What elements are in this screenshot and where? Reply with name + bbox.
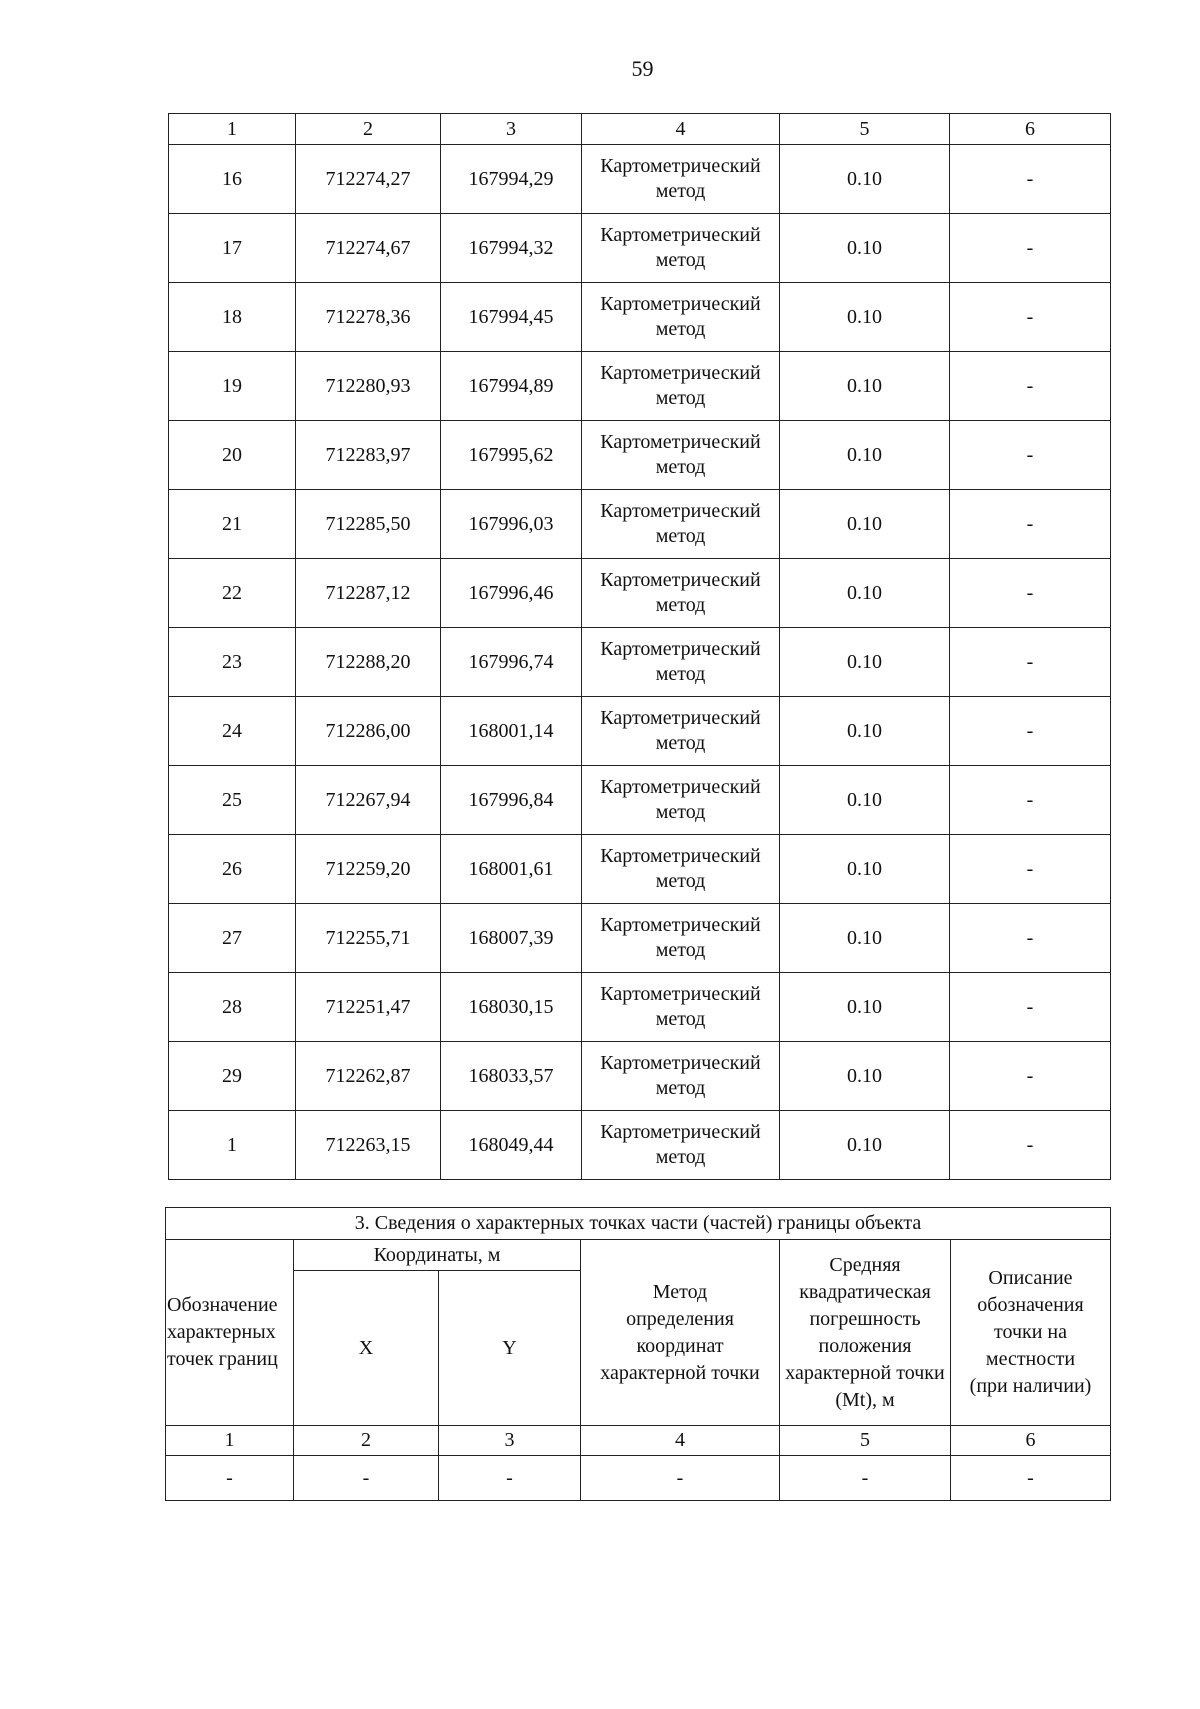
header-cell: 4 xyxy=(582,114,780,145)
table-row xyxy=(169,421,1111,490)
accuracy-header: Средняя квадратическая погрешность положения характерной точки (Mt), м xyxy=(780,1240,951,1426)
column-number: 2 xyxy=(294,1426,439,1456)
method-line: метод xyxy=(655,456,706,478)
table-header-row xyxy=(169,114,1111,145)
method-cell xyxy=(582,904,780,973)
column-numbers-row xyxy=(166,1426,1111,1456)
table-row xyxy=(169,1042,1111,1111)
method-cell xyxy=(582,1042,780,1111)
point-number: 18 xyxy=(169,283,296,352)
section3-table xyxy=(165,1207,1111,1501)
point-number: 16 xyxy=(169,145,296,214)
column-number: 5 xyxy=(780,1426,951,1456)
point-number: 21 xyxy=(169,490,296,559)
y-coordinate: 167996,84 xyxy=(441,766,582,835)
point-number: 1 xyxy=(169,1111,296,1180)
method-line: Картометрический xyxy=(600,431,761,453)
y-coordinate: 167994,29 xyxy=(441,145,582,214)
accuracy-cell: 0.10 xyxy=(780,490,950,559)
point-number: 24 xyxy=(169,697,296,766)
page-number: 59 xyxy=(631,56,654,81)
accuracy-cell: 0.10 xyxy=(780,697,950,766)
x-header: X xyxy=(294,1271,439,1426)
table-row xyxy=(169,973,1111,1042)
empty-cell: - xyxy=(951,1456,1111,1501)
point-number: 19 xyxy=(169,352,296,421)
method-cell xyxy=(582,421,780,490)
x-coordinate: 712288,20 xyxy=(296,628,441,697)
table-row xyxy=(169,145,1111,214)
table-row xyxy=(169,214,1111,283)
x-coordinate: 712262,87 xyxy=(296,1042,441,1111)
description-cell: - xyxy=(950,973,1111,1042)
y-coordinate: 168007,39 xyxy=(441,904,582,973)
method-header: Метод определения координат характерной точки xyxy=(581,1240,780,1426)
y-coordinate: 168033,57 xyxy=(441,1042,582,1111)
method-cell xyxy=(582,835,780,904)
y-coordinate: 167994,32 xyxy=(441,214,582,283)
y-coordinate: 167995,62 xyxy=(441,421,582,490)
description-cell: - xyxy=(950,559,1111,628)
accuracy-cell: 0.10 xyxy=(780,904,950,973)
accuracy-cell: 0.10 xyxy=(780,835,950,904)
empty-cell: - xyxy=(581,1456,780,1501)
x-coordinate: 712255,71 xyxy=(296,904,441,973)
method-cell xyxy=(582,697,780,766)
method-line: Картометрический xyxy=(600,569,761,591)
point-number: 29 xyxy=(169,1042,296,1111)
accuracy-cell: 0.10 xyxy=(780,766,950,835)
table-row xyxy=(169,490,1111,559)
section-title: 3. Сведения о характерных точках части (частей) границы объекта xyxy=(166,1208,1111,1240)
table-row xyxy=(169,904,1111,973)
method-line: Картометрический xyxy=(600,638,761,660)
table-row xyxy=(169,628,1111,697)
method-line: Картометрический xyxy=(600,707,761,729)
method-line: метод xyxy=(655,870,706,892)
header-cell: 1 xyxy=(169,114,296,145)
x-coordinate: 712267,94 xyxy=(296,766,441,835)
accuracy-cell: 0.10 xyxy=(780,1042,950,1111)
header-cell: 2 xyxy=(296,114,441,145)
table-row xyxy=(169,766,1111,835)
description-cell: - xyxy=(950,421,1111,490)
description-cell: - xyxy=(950,1111,1111,1180)
column-number: 1 xyxy=(166,1426,294,1456)
coordinates-header: Координаты, м xyxy=(294,1240,581,1271)
y-coordinate: 167996,03 xyxy=(441,490,582,559)
description-cell: - xyxy=(950,904,1111,973)
y-coordinate: 167994,45 xyxy=(441,283,582,352)
table-row xyxy=(169,352,1111,421)
method-cell xyxy=(582,283,780,352)
x-coordinate: 712259,20 xyxy=(296,835,441,904)
coordinates-table xyxy=(168,113,1111,1180)
accuracy-cell: 0.10 xyxy=(780,1111,950,1180)
description-header: Описание обозначения точки на местности (при наличии) xyxy=(951,1240,1111,1426)
method-line: метод xyxy=(655,732,706,754)
col1-header: Обозначение характерных точек границ xyxy=(166,1240,294,1426)
method-line: метод xyxy=(655,663,706,685)
method-cell xyxy=(582,766,780,835)
method-line: Картометрический xyxy=(600,1052,761,1074)
accuracy-cell: 0.10 xyxy=(780,559,950,628)
table-row xyxy=(169,559,1111,628)
method-line: метод xyxy=(655,801,706,823)
method-line: метод xyxy=(655,1008,706,1030)
empty-data-row xyxy=(166,1456,1111,1501)
method-cell xyxy=(582,1111,780,1180)
method-cell xyxy=(582,973,780,1042)
empty-cell: - xyxy=(294,1456,439,1501)
y-coordinate: 168001,14 xyxy=(441,697,582,766)
empty-cell: - xyxy=(166,1456,294,1501)
method-line: Картометрический xyxy=(600,845,761,867)
point-number: 26 xyxy=(169,835,296,904)
method-line: Картометрический xyxy=(600,983,761,1005)
point-number: 20 xyxy=(169,421,296,490)
method-cell xyxy=(582,214,780,283)
method-line: метод xyxy=(655,1077,706,1099)
accuracy-cell: 0.10 xyxy=(780,421,950,490)
y-coordinate: 167996,74 xyxy=(441,628,582,697)
method-cell xyxy=(582,559,780,628)
accuracy-cell: 0.10 xyxy=(780,283,950,352)
method-line: метод xyxy=(655,1146,706,1168)
point-number: 22 xyxy=(169,559,296,628)
x-coordinate: 712251,47 xyxy=(296,973,441,1042)
empty-cell: - xyxy=(780,1456,951,1501)
description-cell: - xyxy=(950,766,1111,835)
header-cell: 3 xyxy=(441,114,582,145)
x-coordinate: 712287,12 xyxy=(296,559,441,628)
method-line: Картометрический xyxy=(600,224,761,246)
column-number: 3 xyxy=(439,1426,581,1456)
x-coordinate: 712285,50 xyxy=(296,490,441,559)
x-coordinate: 712274,27 xyxy=(296,145,441,214)
method-line: Картометрический xyxy=(600,155,761,177)
description-cell: - xyxy=(950,214,1111,283)
table-row xyxy=(169,283,1111,352)
description-cell: - xyxy=(950,697,1111,766)
x-coordinate: 712274,67 xyxy=(296,214,441,283)
method-cell xyxy=(582,352,780,421)
table-row xyxy=(169,835,1111,904)
method-line: Картометрический xyxy=(600,500,761,522)
method-cell xyxy=(582,628,780,697)
x-coordinate: 712278,36 xyxy=(296,283,441,352)
point-number: 17 xyxy=(169,214,296,283)
method-cell xyxy=(582,145,780,214)
method-line: метод xyxy=(655,594,706,616)
header-cell: 5 xyxy=(780,114,950,145)
method-line: Картометрический xyxy=(600,1121,761,1143)
x-coordinate: 712286,00 xyxy=(296,697,441,766)
accuracy-cell: 0.10 xyxy=(780,214,950,283)
accuracy-cell: 0.10 xyxy=(780,145,950,214)
method-cell xyxy=(582,490,780,559)
accuracy-cell: 0.10 xyxy=(780,973,950,1042)
method-line: метод xyxy=(655,525,706,547)
point-number: 25 xyxy=(169,766,296,835)
point-number: 23 xyxy=(169,628,296,697)
description-cell: - xyxy=(950,835,1111,904)
x-coordinate: 712263,15 xyxy=(296,1111,441,1180)
accuracy-cell: 0.10 xyxy=(780,628,950,697)
method-line: метод xyxy=(655,939,706,961)
column-number: 6 xyxy=(951,1426,1111,1456)
method-line: метод xyxy=(655,387,706,409)
method-line: Картометрический xyxy=(600,776,761,798)
table-row xyxy=(169,1111,1111,1180)
y-coordinate: 168001,61 xyxy=(441,835,582,904)
description-cell: - xyxy=(950,1042,1111,1111)
y-coordinate: 167996,46 xyxy=(441,559,582,628)
accuracy-cell: 0.10 xyxy=(780,352,950,421)
y-header: Y xyxy=(439,1271,581,1426)
method-line: Картометрический xyxy=(600,293,761,315)
x-coordinate: 712280,93 xyxy=(296,352,441,421)
method-line: метод xyxy=(655,180,706,202)
method-line: Картометрический xyxy=(600,914,761,936)
method-line: Картометрический xyxy=(600,362,761,384)
header-cell: 6 xyxy=(950,114,1111,145)
y-coordinate: 167994,89 xyxy=(441,352,582,421)
point-number: 27 xyxy=(169,904,296,973)
table-row xyxy=(169,697,1111,766)
description-cell: - xyxy=(950,628,1111,697)
x-coordinate: 712283,97 xyxy=(296,421,441,490)
y-coordinate: 168030,15 xyxy=(441,973,582,1042)
empty-cell: - xyxy=(439,1456,581,1501)
description-cell: - xyxy=(950,490,1111,559)
description-cell: - xyxy=(950,283,1111,352)
description-cell: - xyxy=(950,145,1111,214)
point-number: 28 xyxy=(169,973,296,1042)
method-line: метод xyxy=(655,318,706,340)
description-cell: - xyxy=(950,352,1111,421)
y-coordinate: 168049,44 xyxy=(441,1111,582,1180)
column-number: 4 xyxy=(581,1426,780,1456)
method-line: метод xyxy=(655,249,706,271)
